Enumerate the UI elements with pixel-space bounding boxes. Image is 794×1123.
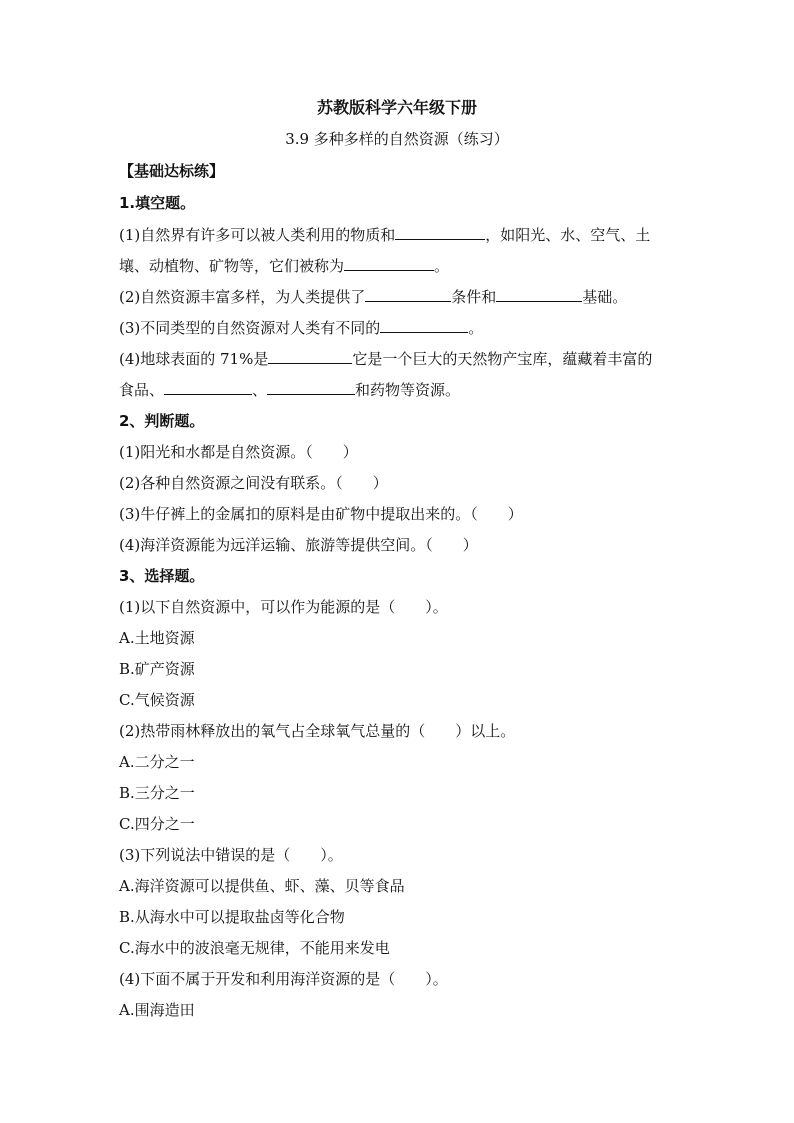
section-label: 【基础达标练】 — [119, 162, 225, 180]
document-title: 苏教版科学六年级下册 — [316, 98, 477, 117]
fill-q2-text-a: (2)自然资源丰富多样，为人类提供了 — [119, 288, 366, 306]
fill-q2-text-b: 条件和 — [451, 288, 497, 306]
answer-blank[interactable] — [344, 256, 434, 271]
fill-question-2 — [119, 287, 627, 307]
fill-question-3 — [119, 318, 483, 338]
choice-q1-option-a: A.土地资源 — [119, 629, 195, 647]
choice-q2-option-b: B.三分之一 — [119, 784, 195, 802]
answer-blank[interactable] — [267, 380, 355, 395]
fill-q4-text-a: (4)地球表面的 71%是 — [119, 350, 269, 368]
answer-blank[interactable] — [380, 318, 468, 333]
choice-question-4: (4)下面不属于开发和利用海洋资源的是（ ）。 — [119, 970, 448, 988]
fill-q1-text-d: 。 — [434, 257, 450, 275]
choice-q4-option-a: A.围海造田 — [119, 1001, 195, 1019]
document-subtitle: 3.9 多种多样的自然资源（练习） — [285, 130, 509, 148]
fill-q3-text-b: 。 — [468, 319, 484, 337]
fill-q1-text-a: (1)自然界有许多可以被人类利用的物质和 — [119, 226, 396, 244]
answer-blank[interactable] — [164, 380, 252, 395]
choice-question-1: (1)以下自然资源中，可以作为能源的是（ ）。 — [119, 598, 448, 616]
fill-q4-text-d: 、 — [252, 381, 268, 399]
judge-item-3: (3)牛仔裤上的金属扣的原料是由矿物中提取出来的。（ ） — [119, 505, 523, 523]
fill-question-1-line-1 — [119, 225, 650, 245]
choice-q3-option-a: A.海洋资源可以提供鱼、虾、藻、贝等食品 — [119, 877, 405, 895]
choice-q2-option-a: A.二分之一 — [119, 753, 195, 771]
answer-blank[interactable] — [365, 287, 451, 302]
fill-question-4-line-2 — [119, 380, 460, 400]
fill-q1-text-c: 壤、动植物、矿物等，它们被称为 — [119, 257, 345, 275]
choice-q3-option-c: C.海水中的波浪毫无规律，不能用来发电 — [119, 939, 390, 957]
judge-item-1: (1)阳光和水都是自然资源。（ ） — [119, 443, 358, 461]
judge-item-2: (2)各种自然资源之间没有联系。（ ） — [119, 474, 388, 492]
choice-heading: 3、选择题。 — [119, 567, 205, 585]
fill-question-4-line-1 — [119, 349, 652, 369]
fill-q2-text-c: 基础。 — [582, 288, 628, 306]
choice-question-3: (3)下列说法中错误的是（ ）。 — [119, 846, 343, 864]
choice-q1-option-c: C.气候资源 — [119, 691, 195, 709]
fill-question-1-line-2 — [119, 256, 449, 276]
fill-q4-text-c: 食品、 — [119, 381, 165, 399]
fill-q4-text-e: 和药物等资源。 — [355, 381, 461, 399]
fill-q3-text-a: (3)不同类型的自然资源对人类有不同的 — [119, 319, 381, 337]
choice-q2-option-c: C.四分之一 — [119, 815, 195, 833]
fill-q1-text-b: ，如阳光、水、空气、土 — [485, 226, 651, 244]
choice-q1-option-b: B.矿产资源 — [119, 660, 195, 678]
answer-blank[interactable] — [496, 287, 582, 302]
judge-item-4: (4)海洋资源能为远洋运输、旅游等提供空间。（ ） — [119, 536, 478, 554]
choice-q3-option-b: B.从海水中可以提取盐卤等化合物 — [119, 908, 345, 926]
choice-question-2: (2)热带雨林释放出的氧气占全球氧气总量的（ ）以上。 — [119, 722, 516, 740]
judge-heading: 2、判断题。 — [119, 412, 205, 430]
answer-blank[interactable] — [395, 225, 485, 240]
answer-blank[interactable] — [268, 349, 352, 364]
fill-q4-text-b: 它是一个巨大的天然物产宝库，蕴藏着丰富的 — [352, 350, 653, 368]
fill-heading: 1.填空题。 — [119, 194, 196, 212]
